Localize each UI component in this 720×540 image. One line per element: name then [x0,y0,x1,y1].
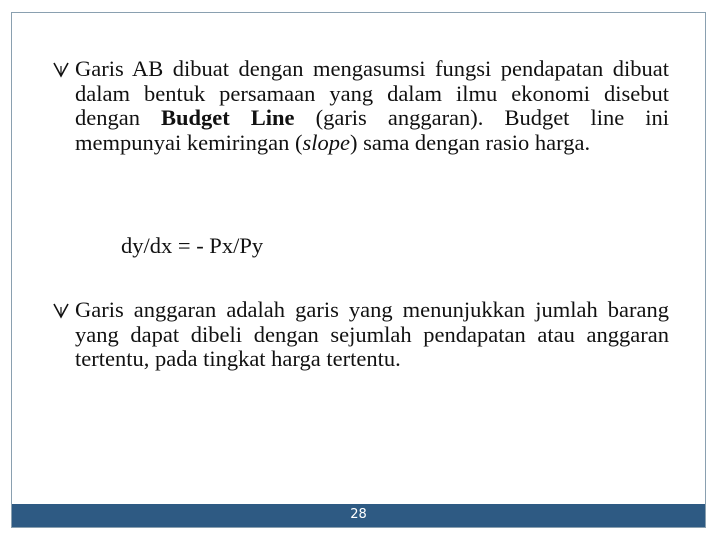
check-arrow-bullet-icon [52,301,70,319]
bullet-budget-line [75,57,669,155]
slope-formula: dy/dx = - Px/Py [121,233,264,258]
page-number: 28 [350,507,367,522]
bullet-1-text-c: ) sama dengan rasio harga. [349,129,591,155]
check-arrow-bullet-icon [52,60,70,78]
bullet-1-text-b: (garis anggaran). Budget line ini mempunyai kemiringan ( [75,105,669,155]
budget-line-term: Budget Line [161,105,295,130]
bullet-2-text: Garis anggaran adalah garis yang menunjukkan jumlah barang yang dapat dibeli dengan sejumlah pendapatan atau anggaran tertentu, pada tingkat harga tertentu. [75,297,669,371]
footer-bar [12,504,705,527]
bullet-1-text-a: Garis AB dibuat dengan mengasumsi fungsi pendapatan dibuat dalam bentuk persamaan yang dalam ilmu ekonomi disebut dengan [75,56,669,130]
slope-term: slope [302,129,350,155]
bullet-garis-anggaran [75,298,669,372]
